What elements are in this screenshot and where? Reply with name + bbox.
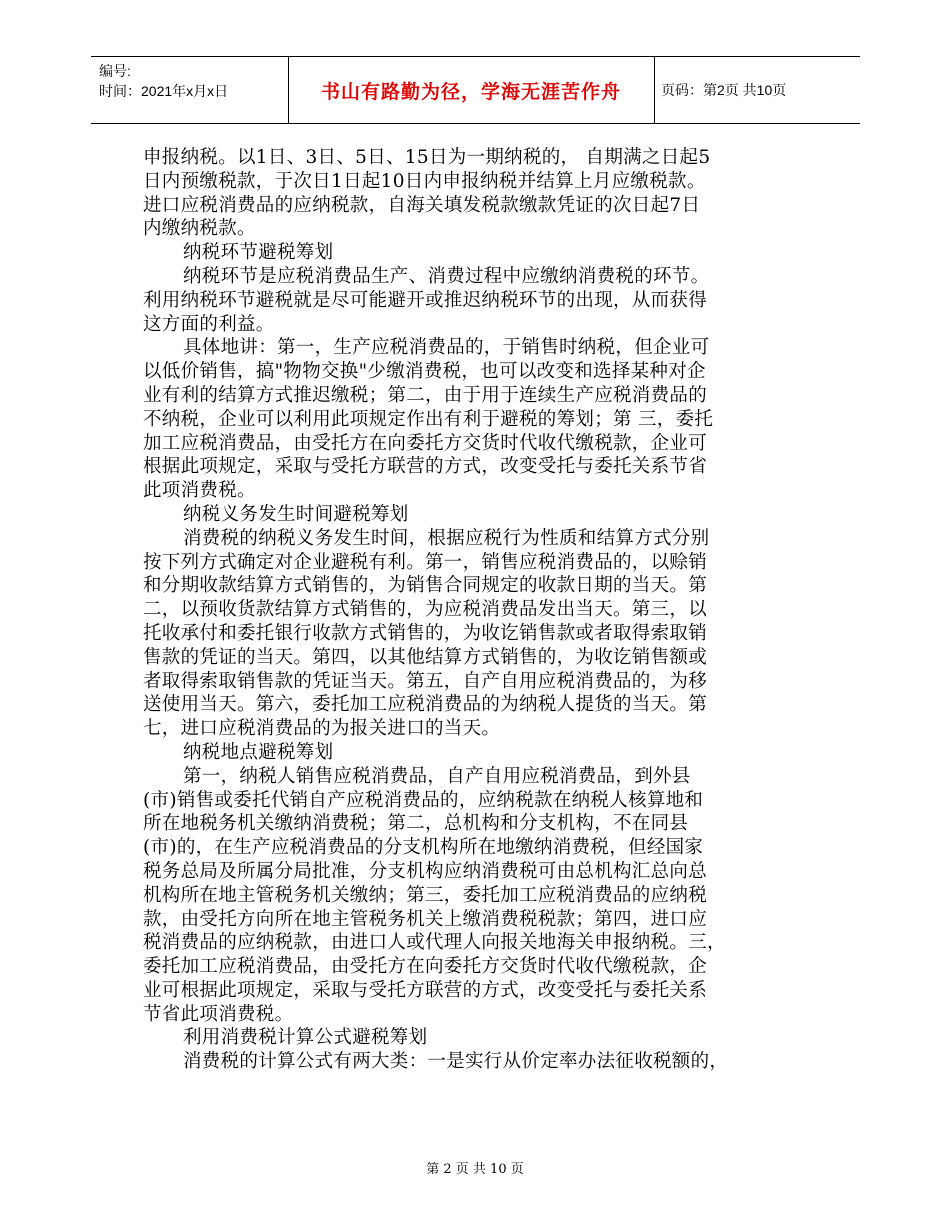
text-line: 七，进口应税消费品的为报关进口的当天。 [143, 718, 501, 740]
text-line: 以低价销售，搞"物物交换"少缴消费税，也可以改变和选择某种对企 [143, 361, 706, 383]
text-line: 按下列方式确定对企业避税有利。第一，销售应税消费品的，以赊销 [143, 551, 708, 573]
text-line: 消费税的计算公式有两大类：一是实行从价定率办法征收税额的， [183, 1051, 729, 1073]
text-line: 税消费品的应纳税款，由进口人或代理人向报关地海关申报纳税。三， [143, 932, 726, 954]
text-line: 内缴纳税款。 [143, 218, 256, 240]
text-line: 和分期收款结算方式销售的，为销售合同规定的收款日期的当天。第 [143, 575, 708, 597]
header-meta [99, 57, 289, 123]
page-header [91, 56, 860, 124]
text-line: 消费税的纳税义务发生时间，根据应税行为性质和结算方式分别 [183, 527, 710, 549]
text-line: 纳税环节是应税消费品生产、消费过程中应缴纳消费税的环节。 [183, 265, 710, 287]
text-line: 这方面的利益。 [143, 313, 275, 335]
text-line: 税务总局及所属分局批准，分支机构应纳消费税可由总机构汇总向总 [143, 860, 708, 882]
text-line: 机构所在地主管税务机关缴纳；第三，委托加工应税消费品的应纳税 [143, 884, 708, 906]
body-text [143, 146, 808, 1074]
text-line: 售款的凭证的当天。第四，以其他结算方式销售的，为收讫销售额或 [143, 646, 708, 668]
header-divider [654, 57, 655, 123]
text-line: 送使用当天。第六，委托加工应税消费品的为纳税人提货的当天。第 [143, 694, 708, 716]
section-heading: 纳税地点避税筹划 [183, 741, 334, 763]
text-line: (市)销售或委托代销自产应税消费品的，应纳税款在纳税人核算地和 [143, 789, 704, 811]
text-line: (市)的，在生产应税消费品的分支机构所在地缴纳消费税，但经国家 [143, 837, 704, 859]
text-line: 进口应税消费品的应纳税款，自海关填发税款缴款凭证的次日起7日 [143, 194, 701, 216]
text-line: 申报纳税。以1日、3日、5日、15日为一期纳税的， 自期满之日起5 [143, 147, 711, 168]
text-line: 业可根据此项规定，采取与受托方联营的方式，改变受托与委托关系 [143, 979, 708, 1001]
section-heading: 利用消费税计算公式避税筹划 [183, 1027, 428, 1049]
text-line: 具体地讲：第一，生产应税消费品的，于销售时纳税，但企业可 [183, 337, 710, 359]
text-line: 所在地税务机关缴纳消费税；第二，总机构和分支机构，不在同县 [143, 813, 689, 835]
text-line: 节省此项消费税。 [143, 1003, 294, 1025]
text-line: 款，由受托方向所在地主管税务机关上缴消费税税款；第四，进口应 [143, 908, 708, 930]
text-line: 利用纳税环节避税就是尽可能避开或推迟纳税环节的出现，从而获得 [143, 289, 708, 311]
text-line: 托收承付和委托银行收款方式销售的，为收讫销售款或者取得索取销 [143, 622, 708, 644]
date-label: 时间：2021年x月x日 [99, 83, 229, 99]
text-line: 不纳税，企业可以利用此项规定作出有利于避税的筹划；第 三，委托 [143, 408, 714, 430]
text-line: 第一，纳税人销售应税消费品，自产自用应税消费品，到外县 [183, 765, 691, 787]
page-footer: 第 2 页 共 10 页 [426, 1162, 524, 1177]
text-line: 委托加工应税消费品，由受托方在向委托方交货时代收代缴税款，企 [143, 956, 708, 978]
section-heading: 纳税义务发生时间避税筹划 [183, 503, 409, 525]
header-page-info: 页码：第2页 共10页 [661, 82, 787, 98]
section-heading: 纳税环节避税筹划 [183, 242, 334, 264]
text-line: 加工应税消费品，由受托方在向委托方交货时代收代缴税款，企业可 [143, 432, 708, 454]
text-line: 根据此项规定，采取与受托方联营的方式，改变受托与委托关系节省 [143, 456, 708, 478]
header-divider [288, 57, 289, 123]
text-line: 者取得索取销售款的凭证当天。第五，自产自用应税消费品的，为移 [143, 670, 708, 692]
text-line: 业有利的结算方式推迟缴税；第二，由于用于连续生产应税消费品的 [143, 384, 708, 406]
text-line: 二，以预收货款结算方式销售的，为应税消费品发出当天。第三，以 [143, 599, 708, 621]
text-line: 日内预缴税款，于次日1日起10日内申报纳税并结算上月应缴税款。 [143, 170, 706, 192]
text-line: 此项消费税。 [143, 480, 256, 502]
doc-number-label: 编号: [99, 63, 131, 79]
header-motto: 书山有路勤为径，学海无涯苦作舟 [320, 80, 621, 103]
